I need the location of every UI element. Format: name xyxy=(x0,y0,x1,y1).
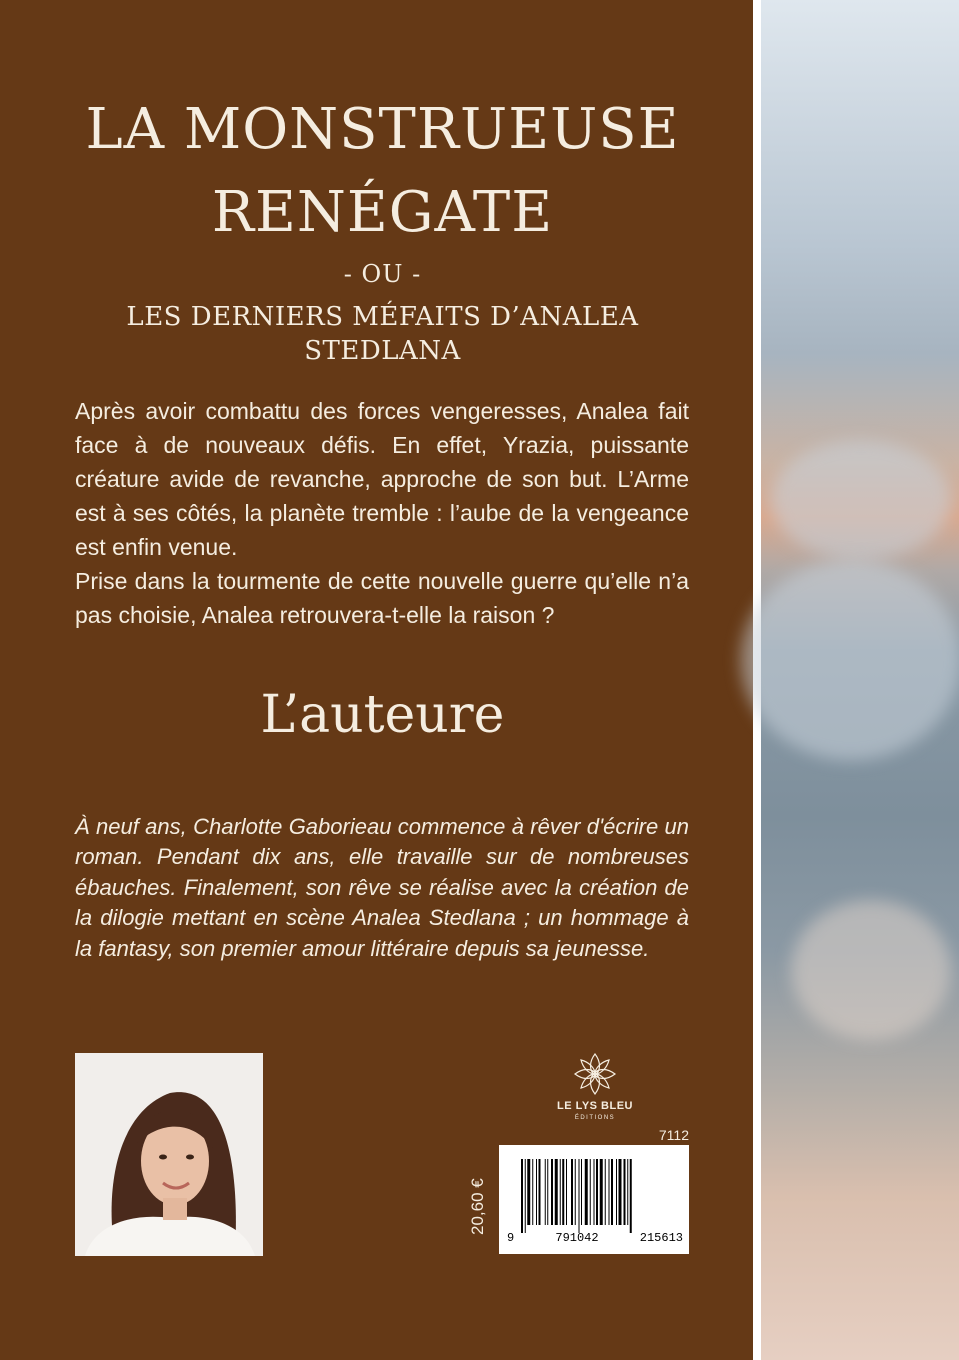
product-code: 7112 xyxy=(658,1127,689,1143)
barcode xyxy=(499,1145,689,1254)
title-line-1: LA MONSTRUEUSE xyxy=(85,97,680,162)
barcode-bar xyxy=(532,1159,533,1225)
publisher-subtitle: ÉDITIONS xyxy=(574,1115,616,1121)
synopsis-paragraph-2: Prise dans la tourmente de cette nouvelle guerre qu’elle n’a pas choisie, Analea retrouvera-t-elle la raison ? xyxy=(75,568,689,628)
barcode-bars xyxy=(499,1145,689,1233)
barcode-bar xyxy=(566,1159,567,1225)
publisher-logo xyxy=(545,1050,645,1126)
barcode-bar xyxy=(521,1159,523,1233)
barcode-bar xyxy=(611,1159,613,1225)
isbn-prefix: 9 xyxy=(507,1231,515,1245)
barcode-bar xyxy=(575,1159,576,1225)
barcode-bar xyxy=(596,1159,598,1225)
title-separator: - OU - xyxy=(343,260,422,288)
price-label: 20,60 € xyxy=(468,1178,487,1235)
barcode-bar xyxy=(616,1159,617,1225)
barcode-bar xyxy=(594,1159,595,1225)
barcode-bar xyxy=(605,1159,606,1225)
title-line-2: RENÉGATE xyxy=(211,180,554,245)
barcode-bar xyxy=(536,1159,537,1225)
barcode-bar xyxy=(627,1159,628,1225)
barcode-bar xyxy=(581,1159,582,1225)
barcode-bar xyxy=(539,1159,541,1225)
barcode-bar xyxy=(547,1159,548,1225)
author-portrait-icon xyxy=(75,1053,263,1256)
barcode-bar xyxy=(585,1159,588,1225)
lotus-flower-icon xyxy=(545,1050,645,1098)
barcode-bar xyxy=(630,1159,632,1233)
barcode-bar xyxy=(545,1159,546,1225)
author-bio: À neuf ans, Charlotte Gaborieau commence à rêver d'écrire un roman. Pendant dix ans, elle travaille sur de nombreuses ébauches. Finalement, son rêve se réalise avec la création de la dilogie mettant en scène Analea Stedlana ; un hommage à la fantasy, son premier amour littéraire depuis sa jeunesse. xyxy=(75,814,689,961)
barcode-bar xyxy=(551,1159,553,1225)
front-cover-sky-image xyxy=(761,0,959,1360)
author-photo xyxy=(75,1053,263,1256)
author-heading: L’auteure xyxy=(260,685,505,745)
barcode-bar xyxy=(624,1159,626,1225)
barcode-bar xyxy=(562,1159,564,1225)
barcode-bar xyxy=(560,1159,561,1225)
synopsis-paragraph-1: Après avoir combattu des forces vengeresses, Analea fait face à de nouveaux défis. En effet, Yrazia, puissante créature avide de revanche, approche de son but. L’Arme est à ses côtés, la planète tremble : l’aube de la vengeance est enfin venue. xyxy=(75,398,689,560)
book-subtitle: LES DERNIERS MÉFAITS D’ANALEA STEDLANA xyxy=(126,302,639,366)
isbn-group-1: 791042 xyxy=(555,1231,599,1245)
barcode-bar xyxy=(619,1159,622,1225)
barcode-bar xyxy=(571,1159,573,1225)
synopsis xyxy=(75,394,689,632)
isbn-group-2: 215613 xyxy=(639,1231,683,1245)
barcode-bar xyxy=(609,1159,610,1225)
barcode-bar xyxy=(590,1159,591,1225)
publisher-name: LE LYS BLEU xyxy=(557,1100,633,1112)
barcode-bar xyxy=(600,1159,603,1225)
barcode-bar xyxy=(579,1159,580,1233)
barcode-bar xyxy=(555,1159,558,1225)
barcode-bar xyxy=(525,1159,526,1233)
barcode-bar xyxy=(527,1159,530,1225)
isbn-number xyxy=(507,1231,683,1245)
